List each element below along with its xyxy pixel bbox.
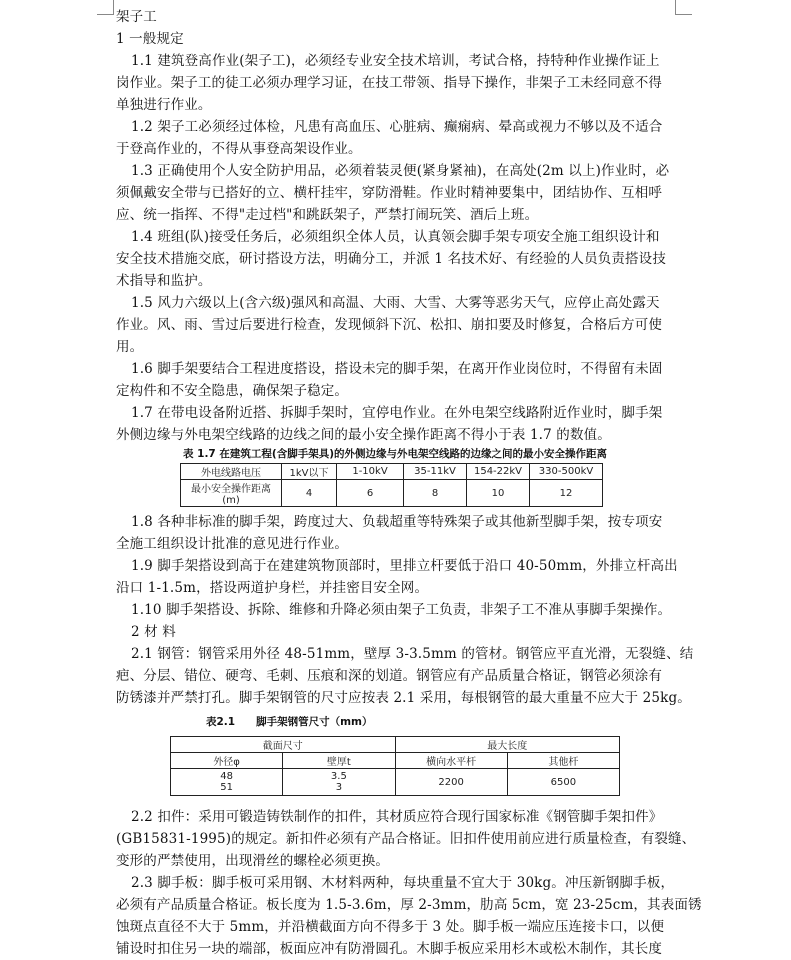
- paragraph-1-1: 1.1 建筑登高作业(架子工)，必须经专业安全技术培训，考试合格，持特种作业操作证上 岗作业。架子工的徒工必须办理学习证，在技工带领、指导下操作，非架子工未经同意不得 单独进行作业。: [116, 53, 662, 113]
- paragraph-2-2: 2.2 扣件：采用可锻造铸铁制作的扣件，其材质应符合现行国家标准《钢管脚手架扣件》 (GB15831-1995)的规定。新扣件必须有产品合格证。旧扣件使用前应进行质量检查，有裂缝、 变形的严禁使用，出现滑丝的螺栓必须更换。: [116, 809, 696, 869]
- paragraph-1-2: 1.2 架子工必须经过体检，凡患有高血压、心脏病、癫痫病、晕高或视力不够以及不适合 于登高作业的，不得从事登高架设作业。: [116, 119, 663, 157]
- page-corner-mark-right: [675, 0, 692, 15]
- paragraph-1-3: 1.3 正确使用个人安全防护用品，必须着装灵便(紧身紧袖)，在高处(2m 以上)作业时，必 须佩戴安全带与已搭好的立、横杆挂牢，穿防滑鞋。作业时精神要集中，团结协作、互相呼 应、统一指挥、不得"走过档"和跳跃架子，严禁打闹玩笑、酒后上班。: [116, 163, 670, 223]
- table-1-7: [180, 463, 603, 507]
- table-row: 截面尺寸 最大长度: [171, 737, 620, 753]
- table-2-1-caption: 表2.1 脚手架钢管尺寸（mm）: [206, 716, 373, 728]
- paragraph-1-7: 1.7 在带电设备附近搭、拆脚手架时，宜停电作业。在外电架空线路附近作业时，脚手架 外侧边缘与外电架空线路的边线之间的最小安全操作距离不得小于表 1.7 的数值。: [116, 405, 663, 443]
- paragraph-1-8: 1.8 各种非标准的脚手架，跨度过大、负载超重等特殊架子或其他新型脚手架，按专项安 全施工组织设计批准的意见进行作业。: [116, 514, 663, 552]
- table-row: 最小安全操作距离(m) 4 6 8 10 12: [181, 480, 603, 507]
- document-page: [116, 6, 702, 960]
- paragraph-1-6: 1.6 脚手架要结合工程进度搭设，搭设未完的脚手架，在离开作业岗位时，不得留有未固 定构件和不安全隐患，确保架子稳定。: [116, 361, 663, 399]
- table-2-1: [170, 736, 620, 796]
- paragraph-2-1: 2.1 钢管：钢管采用外径 48-51mm，壁厚 3-3.5mm 的管材。钢管应平直光滑，无裂缝、结 疤、分层、错位、硬弯、毛刺、压痕和深的划道。钢管应有产品质量合格证，钢管必须涂有 防锈漆并严禁打孔。脚手架钢管的尺寸应按表 2.1 采用，每根钢管的最大重量不应大于 25kg。: [116, 646, 694, 706]
- table-row: 外电线路电压 1kV以下 1-10kV 35-11kV 154-22kV 330-500kV: [181, 464, 603, 480]
- paragraph-1-10: 1.10 脚手架搭设、拆除、维修和升降必须由架子工负责，非架子工不准从事脚手架操作。: [131, 602, 672, 618]
- page-corner-mark-left: [97, 0, 114, 15]
- paragraph-1-9: 1.9 脚手架搭设到高于在建建筑物顶部时，里排立杆要低于沿口 40-50mm，外排立杆高出 沿口 1-1.5m，搭设两道护身栏，并挂密目安全网。: [116, 558, 678, 596]
- paragraph-1-4: 1.4 班组(队)接受任务后，必须组织全体人员，认真领会脚手架专项安全施工组织设计和 安全技术措施交底，研讨搭设方法，明确分工，并派 1 名技术好、有经验的人员负责搭设技 术指导和监护。: [116, 229, 666, 289]
- table-1-7-caption: 表 1.7 在建筑工程(含脚手架具)的外侧边缘与外电架空线路的边缘之间的最小安全操作距离: [182, 448, 607, 460]
- paragraph-1-5: 1.5 风力六级以上(含六级)强风和高温、大雨、大雪、大雾等恶劣天气，应停止高处露天 作业。风、雨、雪过后要进行检查，发现倾斜下沉、松扣、崩扣要及时修复，合格后方可使 用。: [116, 295, 662, 355]
- document-title: 架子工: [116, 9, 157, 25]
- paragraph-2-3: 2.3 脚手板：脚手板可采用钢、木材料两种，每块重量不宜大于 30kg。冲压新钢脚手板， 必须有产品质量合格证。板长度为 1.5-3.6m，厚 2-3mm，肋高 5cm，宽 23-25cm，其表面锈 蚀斑点直径不大于 5mm，并沿横截面方向不得多于 3 处。脚手板一端应压连接卡口，以便 铺设时扣住另一块的端部，板面应冲有防滑圆孔。木脚手板应采用杉木或松木制作，其长度: [116, 875, 702, 957]
- table-row: 外径φ 壁厚t 横向水平杆 其他杆: [171, 753, 620, 769]
- section-heading-materials: 2 材 料: [131, 624, 176, 640]
- section-heading-general: 1 一般规定: [116, 31, 184, 47]
- table-row: 48 51 3.5 3 2200 6500: [171, 769, 620, 796]
